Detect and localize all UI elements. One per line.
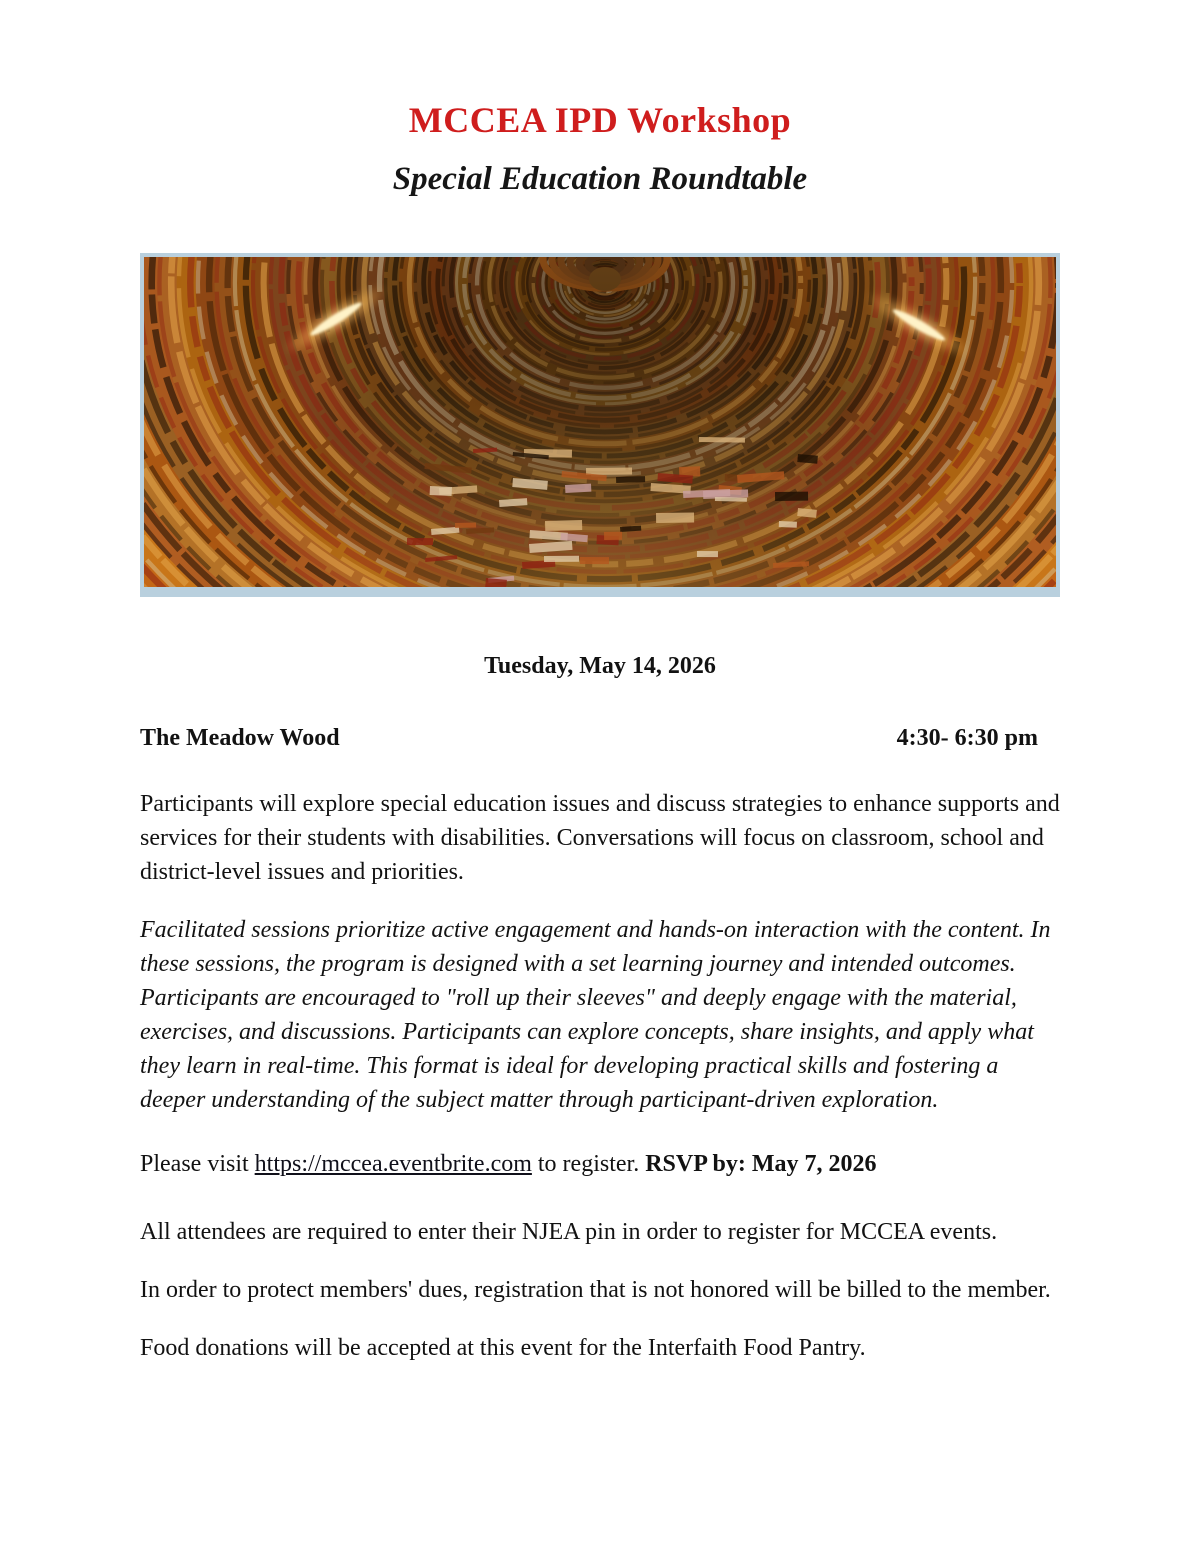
flyer-title: MCCEA IPD Workshop <box>408 100 792 140</box>
event-venue: The Meadow Wood <box>140 725 340 752</box>
registration-line <box>140 1147 1060 1181</box>
njea-pin-note: All attendees are required to enter their NJEA pin in order to register for MCCEA events. <box>140 1219 998 1246</box>
food-donation-note: Food donations will be accepted at this event for the Interfaith Food Pantry. <box>140 1335 866 1362</box>
rsvp-deadline: RSVP by: May 7, 2026 <box>645 1151 877 1178</box>
registration-middle: to register. <box>531 1151 646 1178</box>
registration-link[interactable]: https://mccea.eventbrite.com <box>254 1151 532 1178</box>
flyer-subtitle: Special Education Roundtable <box>392 161 808 198</box>
dues-note: In order to protect members' dues, registration that is not honored will be billed to the member. <box>140 1277 1051 1304</box>
facilitated-paragraph: Facilitated sessions prioritize active engagement and hands-on interaction with the content. In these sessions, the program is designed with a set learning journey and intended outcomes. Participants are encouraged to "roll up their sleeves" and deeply engage with the material, exercises, and discussions. Participants can explore concepts, share insights, and apply what they learn in real-time. This format is ideal for developing practical skills and fostering a deeper understanding of the subject matter through participant-driven exploration. <box>140 917 1051 1114</box>
description-paragraph: Participants will explore special education issues and discuss strategies to enhance supports and services for their students with disabilities. Conversations will focus on classroom, school and district-level issues and priorities. <box>140 791 1060 886</box>
flyer-page <box>140 0 1060 1365</box>
book-tunnel-image <box>140 253 1060 597</box>
event-date: Tuesday, May 14, 2026 <box>484 653 716 680</box>
registration-prefix: Please visit <box>140 1151 255 1178</box>
book-tunnel-illustration <box>144 257 1056 587</box>
event-time: 4:30- 6:30 pm <box>896 725 1038 752</box>
venue-time-row <box>140 721 1060 755</box>
